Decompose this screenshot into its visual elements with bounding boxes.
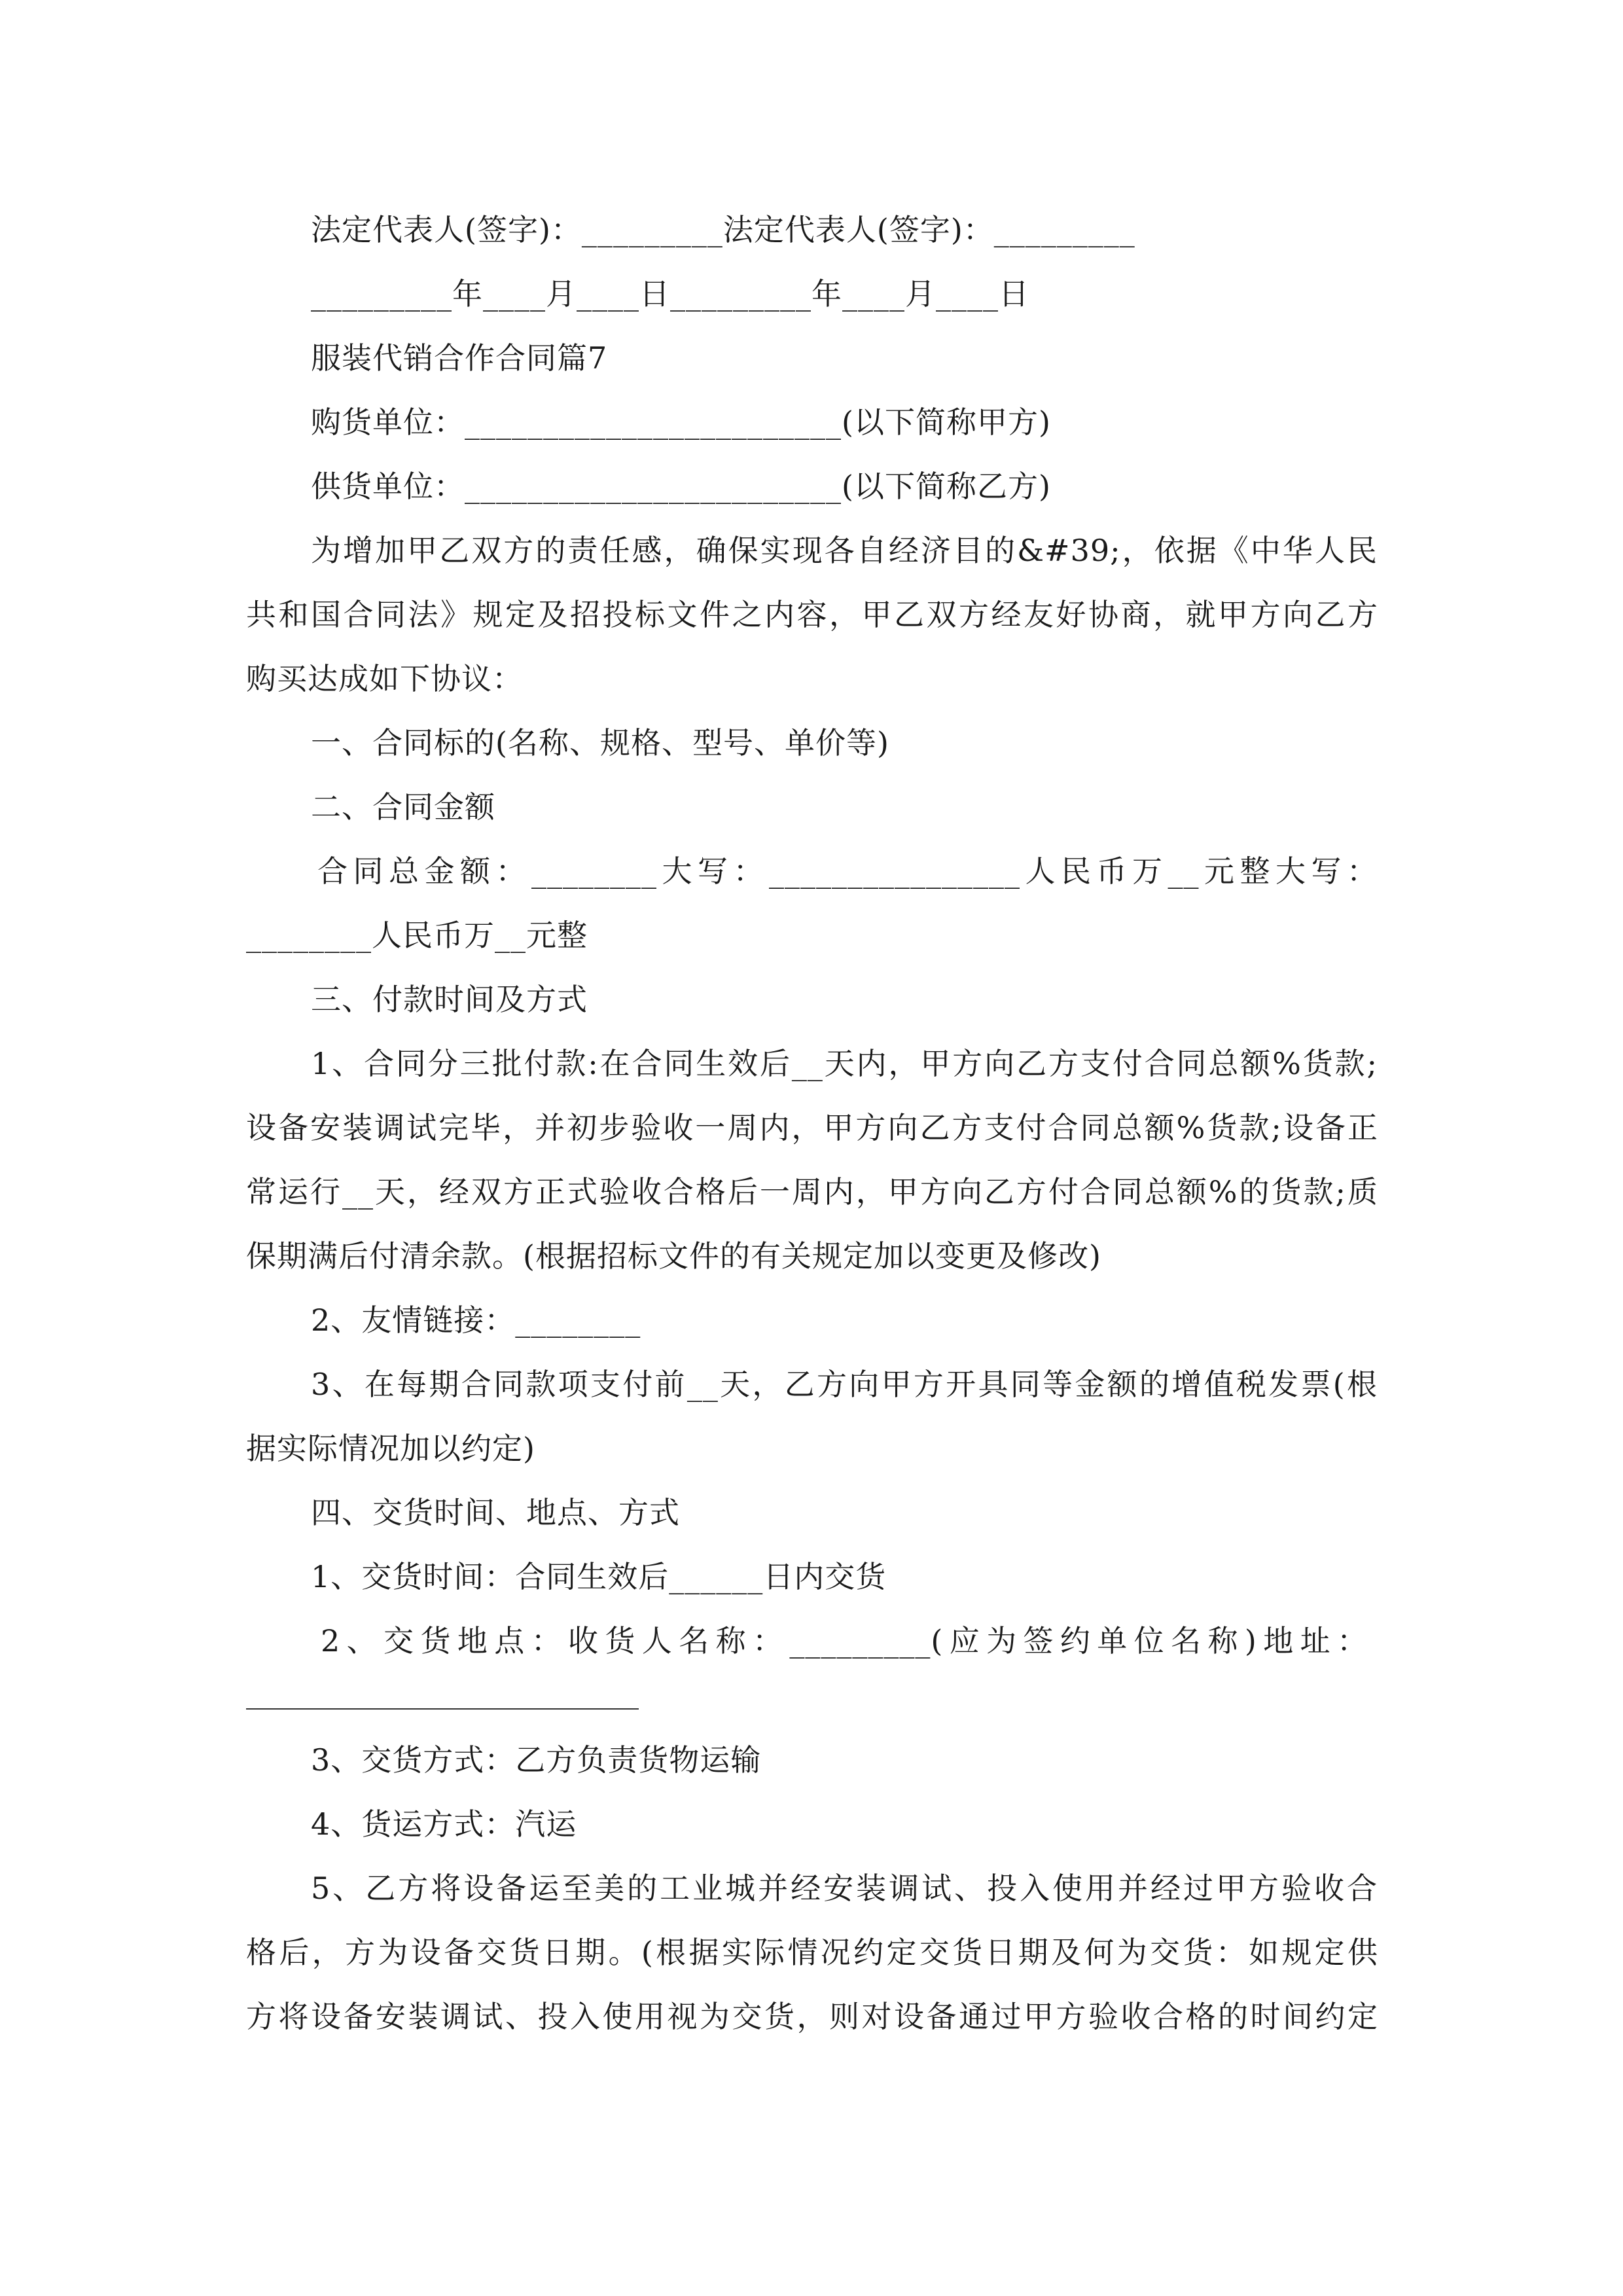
amount-line-1: 合同总金额：________大写：________________人民币万__元整大写： (317, 853, 1378, 889)
preamble-line-2: 共和国合同法》规定及招投标文件之内容，甲乙双方经友好协商，就甲方向乙方 (246, 597, 1378, 632)
section-3-heading: 三、付款时间及方式 (311, 982, 588, 1017)
friendly-link-line: 2、友情链接：________ (311, 1302, 641, 1338)
section-1-heading: 一、合同标的(名称、规格、型号、单价等) (311, 725, 889, 761)
transport-method-line: 4、货运方式：汽运 (311, 1806, 577, 1842)
delivery-method-line: 3、交货方式：乙方负责货物运输 (311, 1742, 762, 1778)
payment-line-1: 1、合同分三批付款:在合同生效后__天内，甲方向乙方支付合同总额%货款; (311, 1046, 1378, 1081)
contract-title: 服装代销合作合同篇7 (311, 340, 608, 376)
invoice-line-2: 据实际情况加以约定) (246, 1431, 535, 1466)
supplier-line: 供货单位：________________________(以下简称乙方) (311, 469, 1051, 504)
section-2-heading: 二、合同金额 (311, 789, 495, 825)
invoice-line-1: 3、在每期合同款项支付前__天，乙方向甲方开具同等金额的增值税发票(根 (311, 1367, 1378, 1402)
delivery-place-line: 2、交货地点：收货人名称：_________(应为签约单位名称)地址： (321, 1623, 1368, 1659)
date-line: _________年____月____日_________年____月____日 (311, 276, 1029, 312)
acceptance-line-2: 格后，方为设备交货日期。(根据实际情况约定交货日期及何为交货：如规定供 (246, 1935, 1378, 1970)
acceptance-line-1: 5、乙方将设备运至美的工业城并经安装调试、投入使用并经过甲方验收合 (311, 1871, 1378, 1906)
amount-line-2: ________人民币万__元整 (246, 918, 588, 953)
section-4-heading: 四、交货时间、地点、方式 (311, 1495, 680, 1530)
buyer-line: 购货单位：________________________(以下简称甲方) (311, 404, 1051, 440)
address-underline (246, 1708, 639, 1710)
payment-line-2: 设备安装调试完毕，并初步验收一周内，甲方向乙方支付合同总额%货款;设备正 (246, 1110, 1378, 1145)
preamble-line-3: 购买达成如下协议： (246, 661, 523, 696)
delivery-time-line: 1、交货时间：合同生效后______日内交货 (311, 1559, 887, 1594)
acceptance-line-3: 方将设备安装调试、投入使用视为交货，则对设备通过甲方验收合格的时间约定 (246, 1999, 1378, 2034)
preamble-line-1: 为增加甲乙双方的责任感，确保实现各自经济目的&#39;，依据《中华人民 (311, 533, 1378, 568)
signature-line: 法定代表人(签字)：_________法定代表人(签字)：_________ (311, 212, 1135, 247)
payment-line-4: 保期满后付清余款。(根据招标文件的有关规定加以变更及修改) (246, 1238, 1101, 1274)
payment-line-3: 常运行__天，经双方正式验收合格后一周内，甲方向乙方付合同总额%的货款;质 (246, 1174, 1378, 1210)
